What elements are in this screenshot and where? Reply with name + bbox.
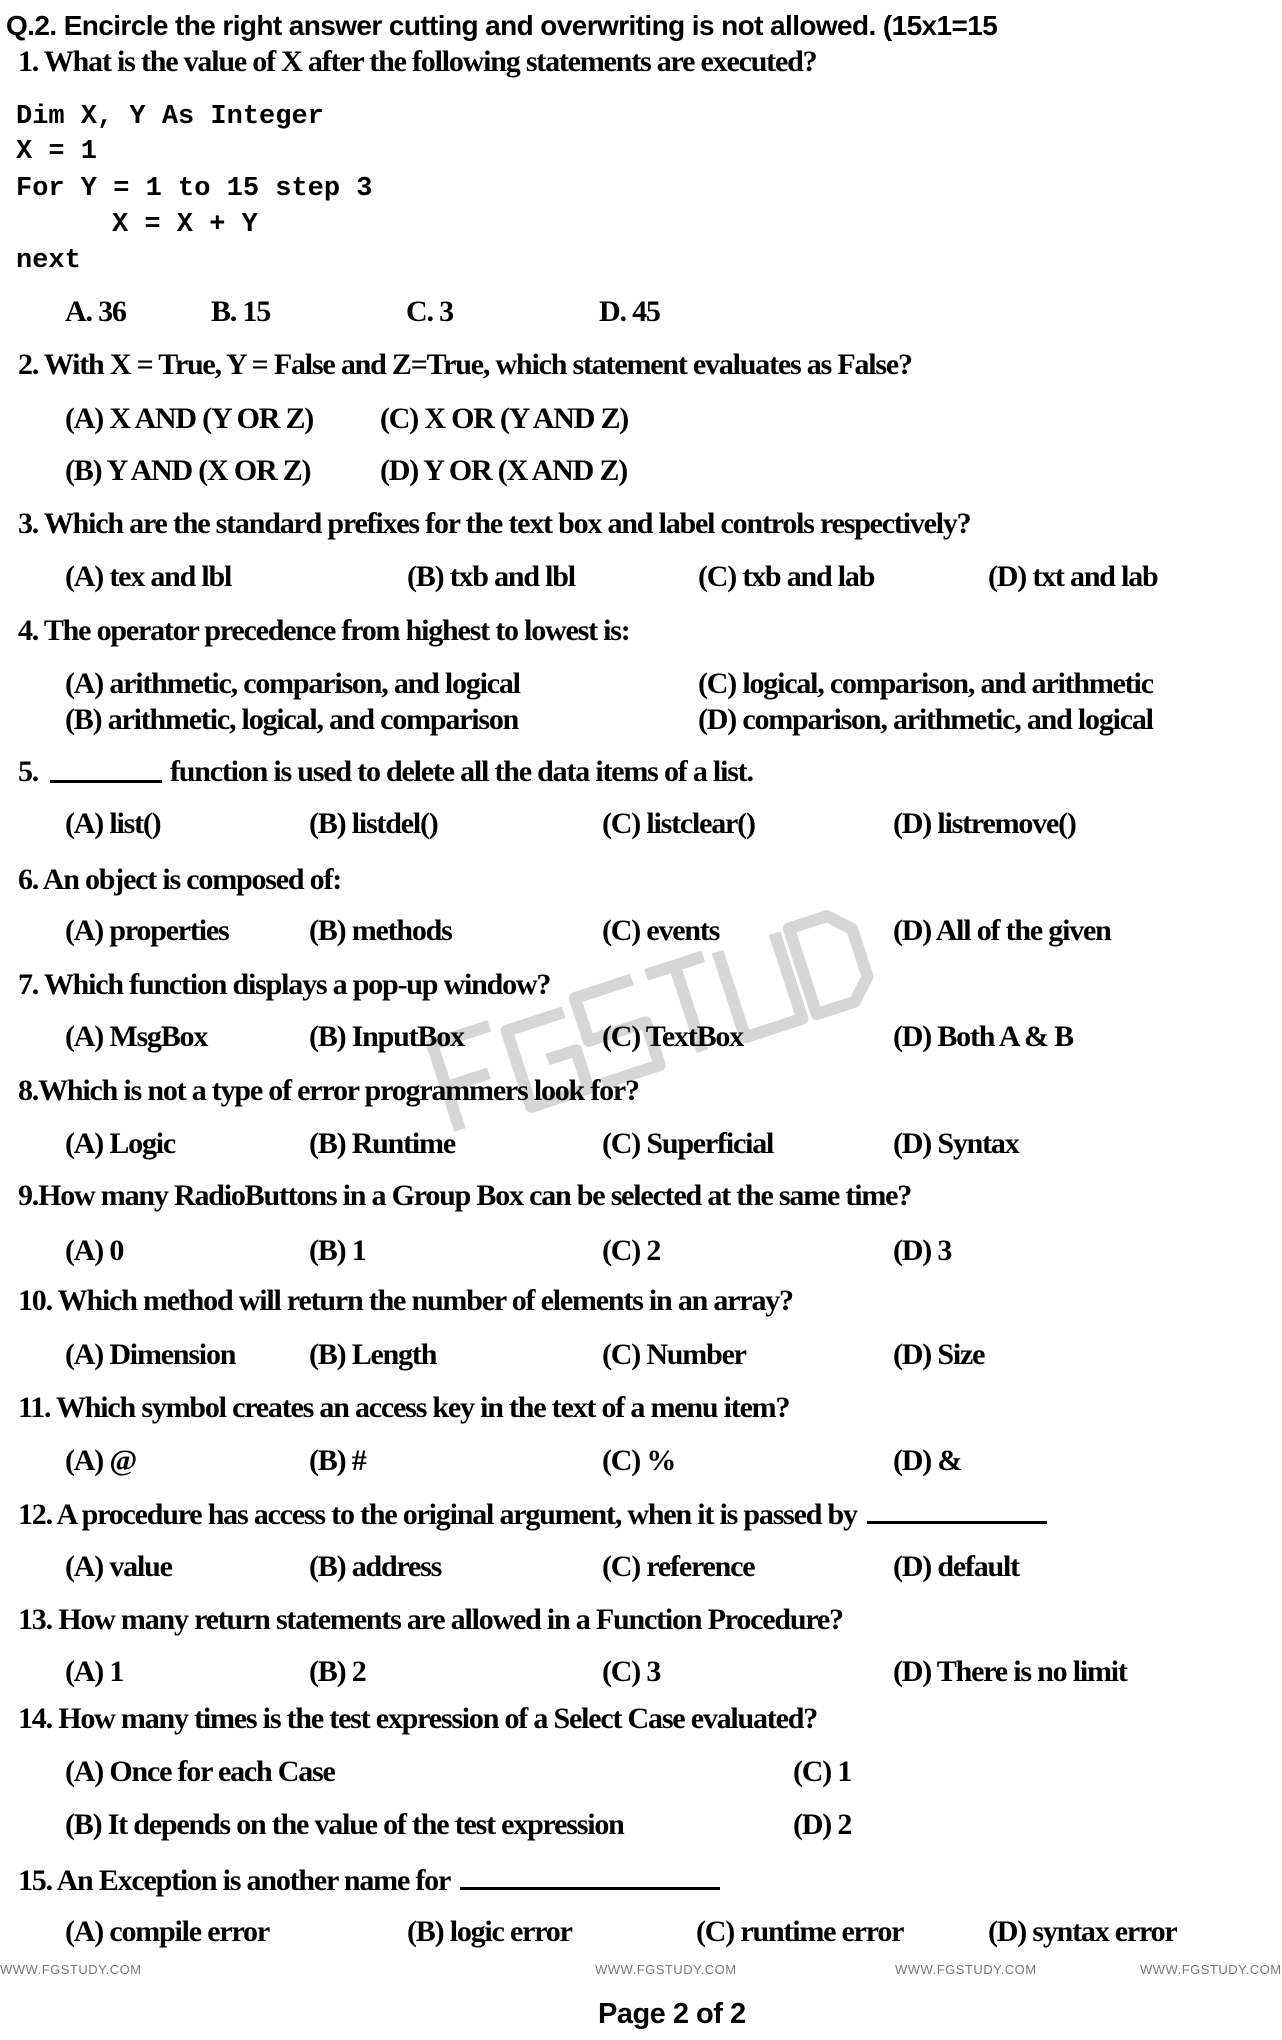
answer-option: (A) Dimension [65, 1338, 236, 1371]
answer-option: C. 3 [406, 295, 453, 328]
answer-option: (C) X OR (Y AND Z) [380, 402, 629, 435]
code-line: X = X + Y [112, 210, 258, 240]
answer-option: (D) All of the given [893, 914, 1111, 947]
answer-option: (B) InputBox [309, 1020, 464, 1053]
answer-option: (C) 2 [602, 1234, 661, 1267]
answer-option: (D) Syntax [893, 1127, 1019, 1160]
answer-option: (C) events [602, 914, 720, 947]
answer-option: (D) Size [893, 1338, 985, 1371]
answer-option: (C) Number [602, 1338, 746, 1371]
answer-option: (C) listclear() [602, 807, 755, 840]
answer-option: (D) There is no limit [893, 1655, 1127, 1688]
answer-option: (A) properties [65, 914, 229, 947]
answer-option: D. 45 [599, 295, 660, 328]
answer-option: (D) & [893, 1444, 962, 1477]
answer-option: (A) 1 [65, 1655, 124, 1688]
question-text: 2. With X = True, Y = False and Z=True, which statement evaluates as False? [18, 348, 912, 381]
answer-option: (D) listremove() [893, 807, 1076, 840]
answer-option: (D) Y OR (X AND Z) [380, 454, 627, 487]
answer-option: (B) # [309, 1444, 366, 1477]
answer-option: (A) X AND (Y OR Z) [65, 402, 314, 435]
question-text: function is used to delete all the data items of a list. [170, 755, 753, 788]
answer-option: (A) tex and lbl [65, 560, 232, 593]
question-text: 3. Which are the standard prefixes for the text box and label controls respectively? [18, 507, 971, 540]
section-heading: Q.2. Encircle the right answer cutting and overwriting is not allowed. (15x1=15 [6, 10, 998, 41]
answer-option: (C) 3 [602, 1655, 661, 1688]
logo-letter-d [789, 910, 874, 1014]
answer-option: (C) runtime error [696, 1915, 904, 1948]
watermark-text: WWW.FGSTUDY.COM [0, 1962, 142, 1977]
question-text: 6. An object is composed of: [18, 863, 342, 896]
answer-option: (B) 1 [309, 1234, 366, 1267]
answer-option: (C) Superficial [602, 1127, 774, 1160]
question-text: 4. The operator precedence from highest to lowest is: [18, 614, 630, 647]
answer-option: (A) value [65, 1550, 172, 1583]
answer-option: (B) logic error [407, 1915, 572, 1948]
answer-option: (A) @ [65, 1444, 137, 1477]
question-text: 8.Which is not a type of error programmers look for? [18, 1074, 639, 1107]
watermark-text: WWW.FGSTUDY.COM [1140, 1962, 1282, 1977]
answer-option: (A) arithmetic, comparison, and logical [65, 667, 520, 700]
answer-option: (C) 1 [793, 1755, 852, 1788]
answer-option: (B) methods [309, 914, 452, 947]
answer-option: (B) Length [309, 1338, 437, 1371]
answer-option: (A) Once for each Case [65, 1755, 335, 1788]
question-text: 13. How many return statements are allowed in a Function Procedure? [18, 1603, 843, 1636]
question-text: 1. What is the value of X after the following statements are executed? [18, 45, 817, 78]
code-line: X = 1 [16, 137, 98, 167]
answer-option: (D) syntax error [988, 1915, 1177, 1948]
answer-option: (B) It depends on the value of the test expression [65, 1808, 624, 1841]
answer-option: (C) txb and lab [698, 560, 875, 593]
question-text: 15. An Exception is another name for [18, 1859, 720, 1899]
answer-option: (A) 0 [65, 1234, 124, 1267]
answer-option: (D) 2 [793, 1808, 852, 1841]
answer-blank [867, 1493, 1047, 1524]
answer-option: (C) logical, comparison, and arithmetic [698, 667, 1153, 700]
answer-option: A. 36 [65, 295, 126, 328]
answer-blank [460, 1859, 720, 1890]
question-text: 9.How many RadioButtons in a Group Box can be selected at the same time? [18, 1179, 912, 1212]
page-number: Page 2 of 2 [598, 1998, 746, 2030]
answer-option: (B) Runtime [309, 1127, 455, 1160]
answer-option: (B) listdel() [309, 807, 438, 840]
code-line: next [16, 246, 81, 276]
answer-option: (A) list() [65, 807, 161, 840]
code-line: For Y = 1 to 15 step 3 [16, 174, 373, 204]
answer-option: (B) 2 [309, 1655, 366, 1688]
question-number: 5. [18, 755, 39, 788]
answer-option: (B) Y AND (X OR Z) [65, 454, 311, 487]
question-text: 12. A procedure has access to the original argument, when it is passed by [18, 1493, 1047, 1533]
answer-option: (A) Logic [65, 1127, 176, 1160]
question-text: 14. How many times is the test expression of a Select Case evaluated? [18, 1702, 818, 1735]
question-text: 10. Which method will return the number of elements in an array? [18, 1284, 793, 1317]
question-text: 11. Which symbol creates an access key in the text of a menu item? [18, 1391, 790, 1424]
answer-option: (D) 3 [893, 1234, 952, 1267]
answer-option: (C) % [602, 1444, 676, 1477]
answer-option: (A) compile error [65, 1915, 269, 1948]
answer-option: (C) TextBox [602, 1020, 743, 1053]
answer-option: (A) MsgBox [65, 1020, 208, 1053]
answer-option: (C) reference [602, 1550, 755, 1583]
answer-option: B. 15 [211, 295, 271, 328]
answer-option: (B) address [309, 1550, 442, 1583]
answer-option: (D) comparison, arithmetic, and logical [698, 703, 1153, 736]
answer-option: (B) arithmetic, logical, and comparison [65, 703, 519, 736]
blank-line [50, 752, 162, 792]
answer-option: (B) txb and lbl [407, 560, 575, 593]
answer-option: (D) txt and lab [988, 560, 1158, 593]
code-line: Dim X, Y As Integer [16, 102, 324, 132]
watermark-text: WWW.FGSTUDY.COM [595, 1962, 737, 1977]
answer-option: (D) default [893, 1550, 1019, 1583]
watermark-text: WWW.FGSTUDY.COM [895, 1962, 1037, 1977]
answer-blank [50, 752, 162, 783]
question-text: 7. Which function displays a pop-up window? [18, 968, 551, 1001]
answer-option: (D) Both A & B [893, 1020, 1073, 1053]
